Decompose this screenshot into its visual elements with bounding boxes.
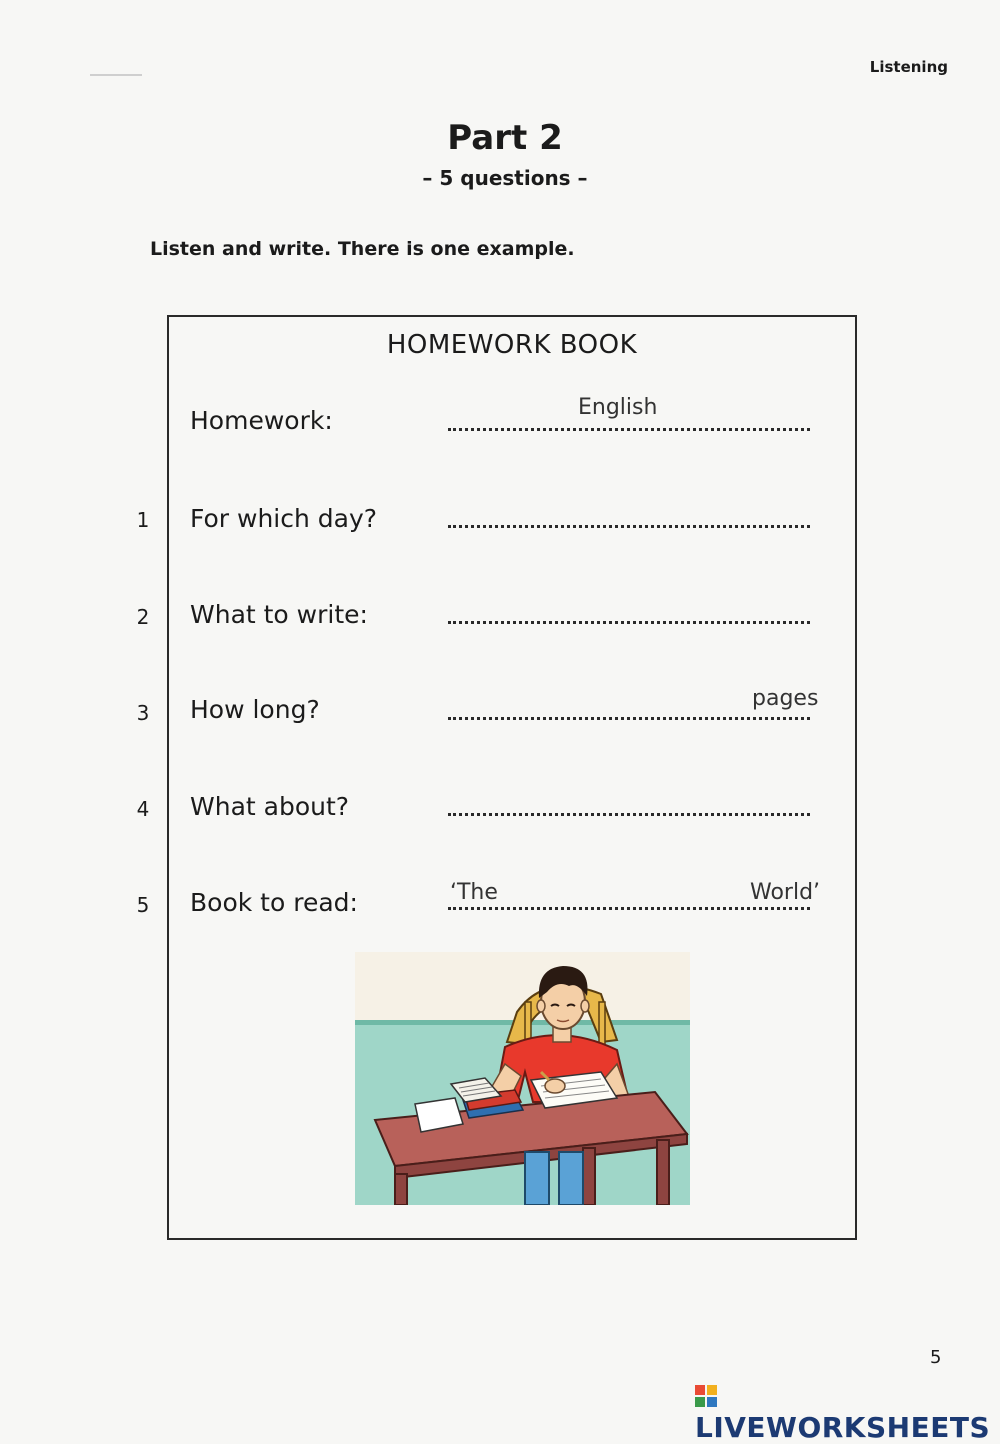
question-number-3: 3 bbox=[136, 701, 150, 725]
question-label-3: How long? bbox=[190, 695, 320, 724]
boy-doing-homework-illustration bbox=[355, 952, 690, 1205]
liveworksheets-logo[interactable] bbox=[695, 1378, 1000, 1444]
part-subtitle: – 5 questions – bbox=[422, 166, 588, 190]
page-number: 5 bbox=[930, 1347, 942, 1368]
answer-prefix-5: ‘The bbox=[450, 880, 498, 905]
question-label-5: Book to read: bbox=[190, 888, 358, 917]
answer-field-1[interactable] bbox=[448, 525, 810, 528]
liveworksheets-icon bbox=[695, 1385, 717, 1407]
instruction-text: Listen and write. There is one example. bbox=[150, 238, 575, 260]
example-answer: English bbox=[578, 395, 658, 420]
question-number-4: 4 bbox=[136, 797, 150, 821]
part-title: Part 2 bbox=[447, 118, 563, 158]
answer-field-3[interactable] bbox=[448, 717, 810, 720]
example-answer-line bbox=[448, 428, 810, 431]
section-label: Listening bbox=[869, 58, 948, 76]
answer-field-4[interactable] bbox=[448, 813, 810, 816]
homework-book-title: HOMEWORK BOOK bbox=[386, 330, 638, 360]
example-label: Homework: bbox=[190, 406, 333, 435]
answer-field-2[interactable] bbox=[448, 621, 810, 624]
brand-name: LIVEWORKSHEETS bbox=[695, 1411, 991, 1444]
question-label-1: For which day? bbox=[190, 504, 378, 533]
question-label-4: What about? bbox=[190, 792, 350, 821]
scan-mark bbox=[90, 74, 142, 76]
question-number-2: 2 bbox=[136, 605, 150, 629]
answer-field-5[interactable] bbox=[448, 907, 810, 910]
question-number-1: 1 bbox=[136, 508, 150, 532]
answer-suffix-5: World’ bbox=[750, 880, 821, 905]
question-label-2: What to write: bbox=[190, 600, 368, 629]
question-number-5: 5 bbox=[136, 893, 150, 917]
answer-suffix-3: pages bbox=[752, 686, 819, 711]
